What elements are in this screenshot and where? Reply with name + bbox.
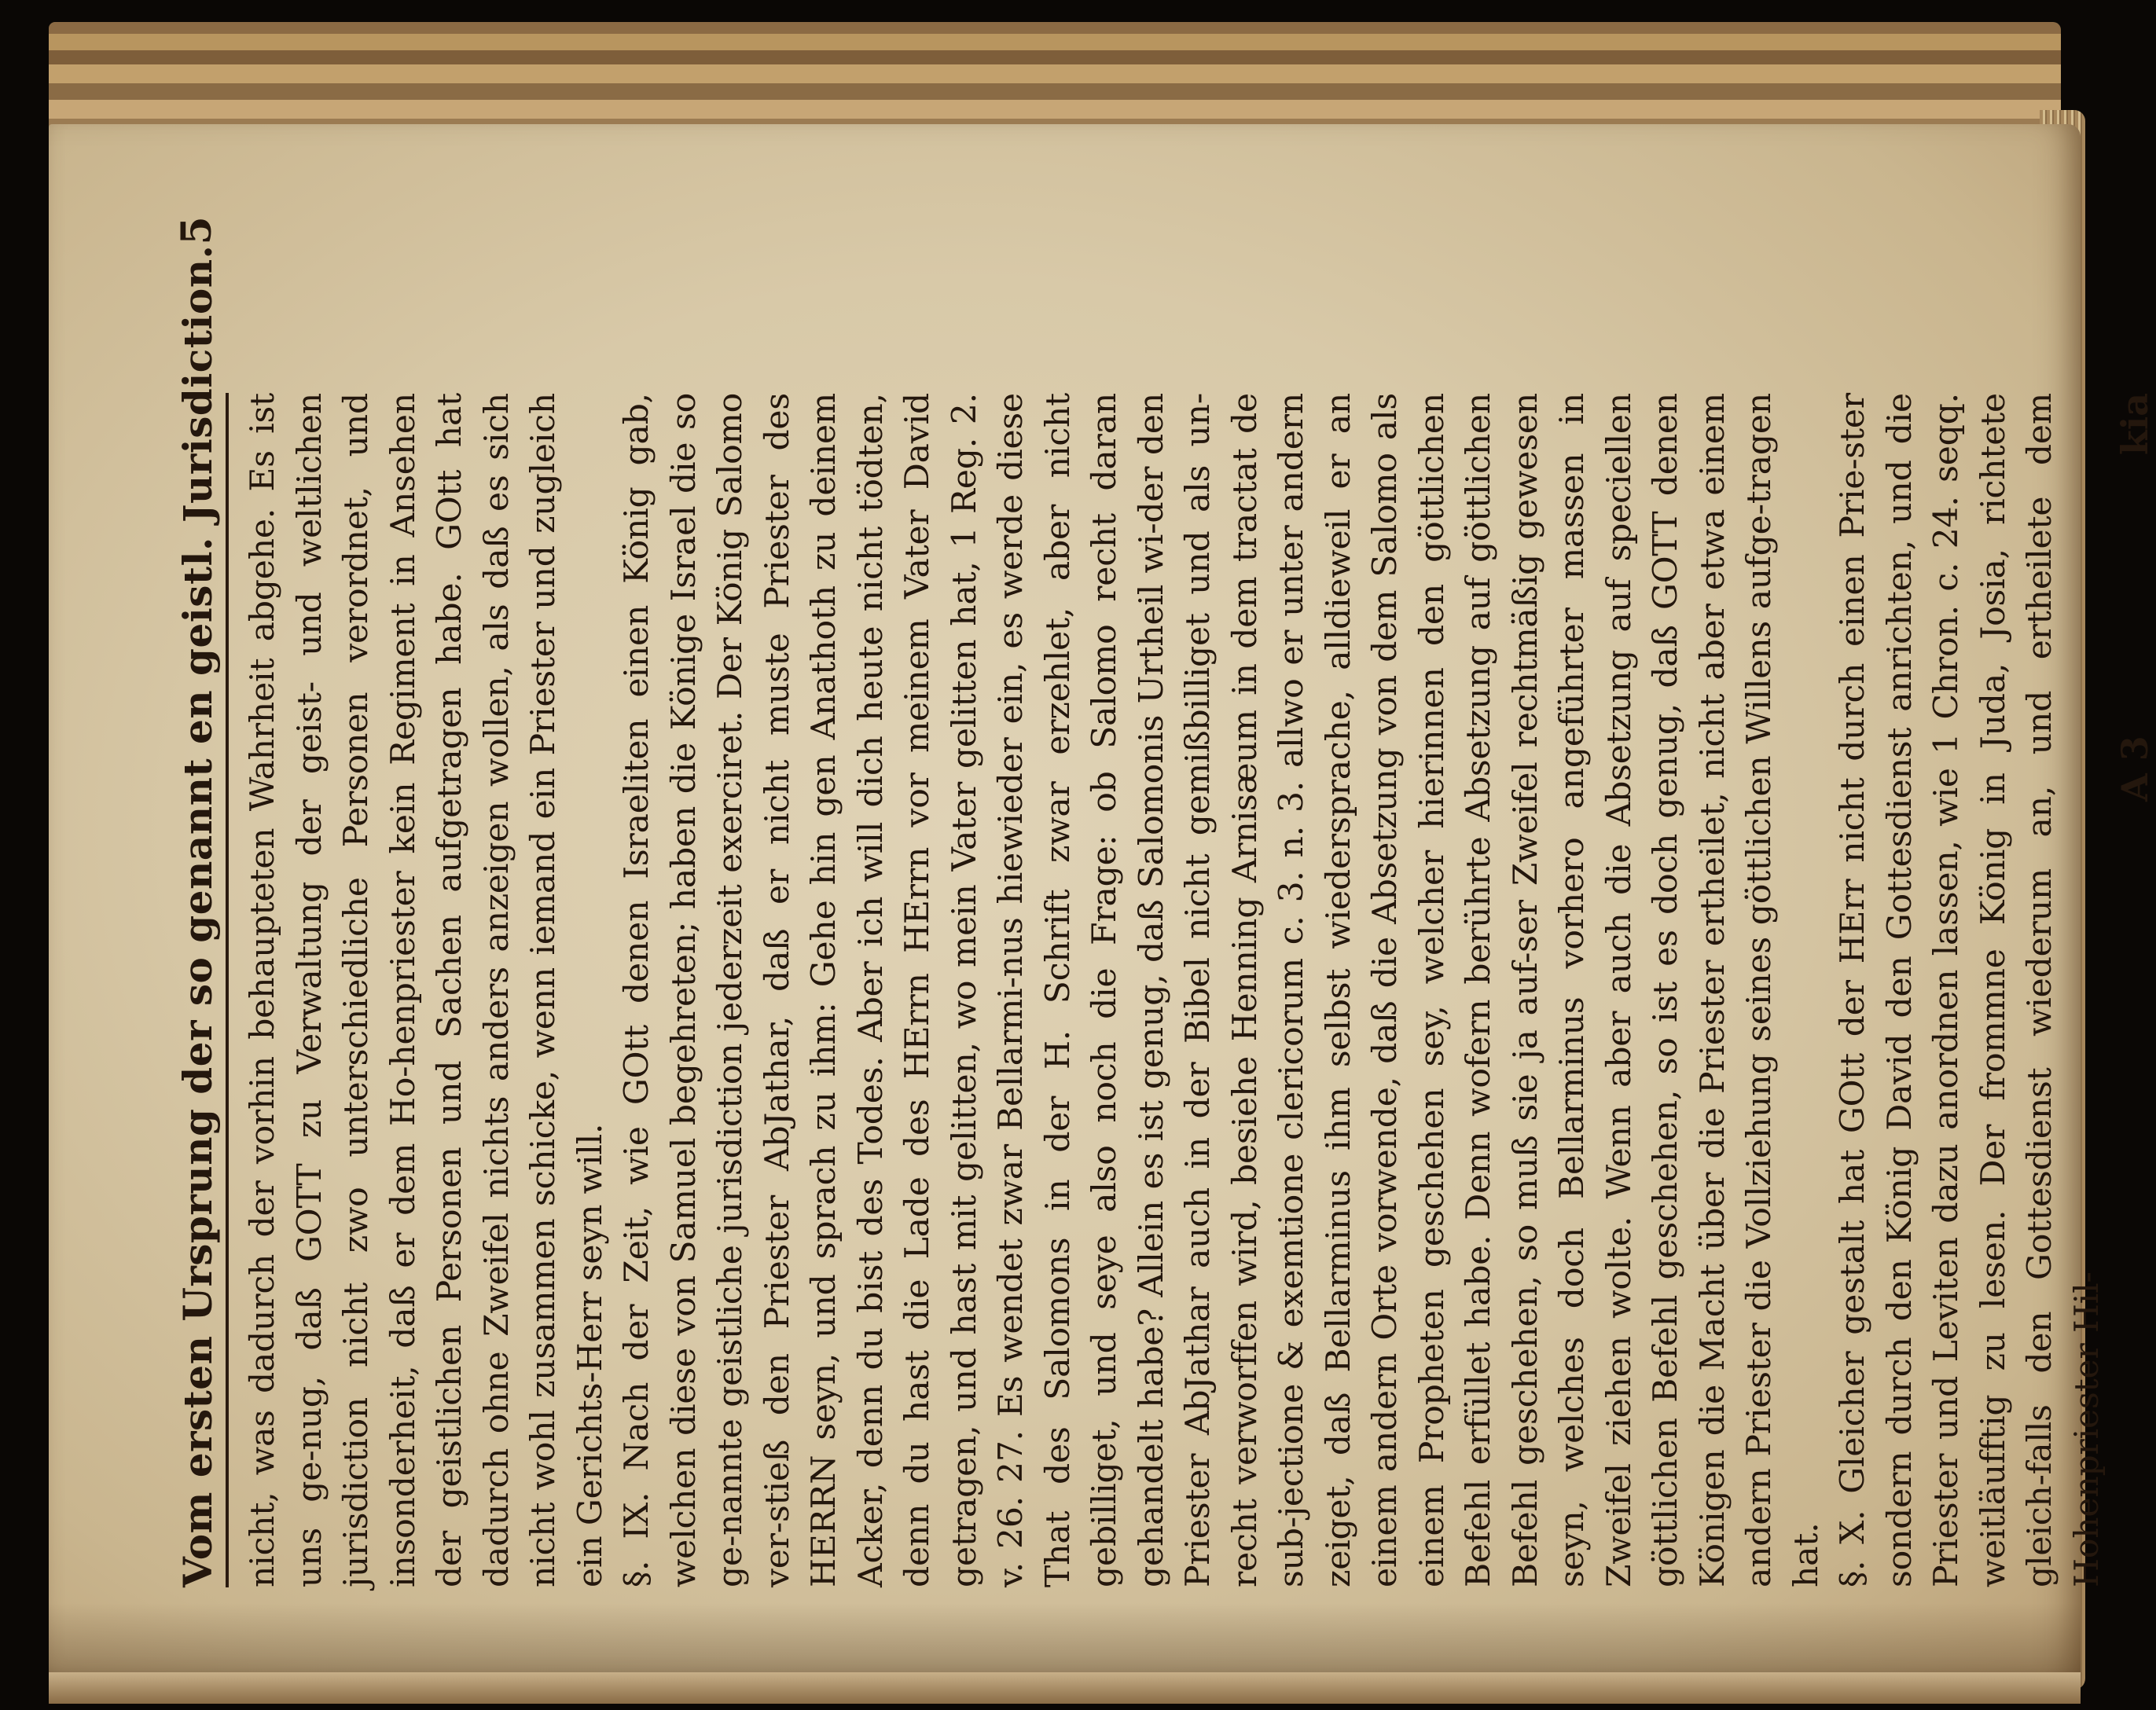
signature-mark: A 3 xyxy=(2114,736,2156,802)
paragraph-section-x: §. X. Gleicher gestalt hat GOtt der HErr nicht durch einen Prie-ster sondern durch den König David den Gottesdienst anrichten, und die Priester und Leviten dazu anordnen lassen, wie 1 Chron. c. 24. seqq. weitläufftig zu lesen. Der frommne König in Juda, Josia, richtete gleich-falls den Gottesdienst wiederum an, und ertheilete dem Hohenpriester Hil- xyxy=(1834,393,2106,1587)
book-top-edge xyxy=(49,22,2061,140)
page-footer xyxy=(2114,393,2156,1587)
rotated-text-block xyxy=(173,216,2156,1603)
page-gutter-shadow xyxy=(49,1603,2081,1674)
text-block-frame xyxy=(173,216,2156,1603)
running-head: Vom ersten Ursprung der so genannt en geistl. Jurisdiction. xyxy=(174,244,221,1587)
catchword: kia xyxy=(2114,393,2156,456)
paragraph-section-ix: §. IX. Nach der Zeit, wie GOtt denen Israeliten einen König gab, welchen diese von Samuel begehreten; haben die Könige Israel die so ge-nannte geistliche jurisdiction jederzeit exerciret. Der König Salomo ver-stieß den Priester AbJathar, daß er nicht muste Priester des HERRN seyn, und sprach zu ihm: Gehe hin gen Anathoth zu deinem Acker, denn du bist des Todes. Aber ich will dich heute nicht tödten, denn du hast die Lade des HErrn HErrn vor meinem Vater David getragen, und hast mit gelitten, wo mein Vater gelitten hat, 1 Reg. 2. v. 26. 27. Es wendet zwar Bellarmi-nus hiewieder ein, es werde diese That des Salomons in der H. Schrift zwar erzehlet, aber nicht gebilliget, und seye also noch die Frage: ob Salomo recht daran gehandelt habe? Allein es ist genug, daß Salomonis Urtheil wi-der den Priester AbJathar auch in der Bibel nicht gemißbilliget und als un-recht verworffen wird, besiehe Henning Arnisæum in dem tractat de sub-jectione & exemtione clericorum c. 3. n. 3. allwo er unter andern zeiget, daß Bellarminus ihm selbst wiedersprache, alldieweil er an einem andern Orte vorwende, daß die Absetzung von dem Salomo als einem Propheten geschehen sey, welcher hierinnen den göttlichen Befehl erfüllet habe. Denn wofern berührte Absetzung auf göttlichen Befehl geschehen, so muß sie ja auf-ser Zweifel rechtmäßig gewesen seyn, welches doch Bellarminus vorhero angeführter massen in Zweifel ziehen wolte. Wenn aber auch die Absetzung auf speciellen göttlichen Befehl geschehen, so ist es doch genug, daß GOTT denen Königen die Macht über die Priester ertheilet, nicht aber etwa einem andern Priester die Vollziehung seines göttlichen Willens aufge-tragen hat. xyxy=(618,393,1826,1587)
page-header xyxy=(173,216,229,1587)
page-number: 5 xyxy=(173,216,221,245)
paragraph-1: nicht, was dadurch der vorhin behaupteten Wahrheit abgehe. Es ist uns ge-nug, daß GOTT zu Verwaltung der geist- und weltlichen jurisdiction nicht zwo unterschiedliche Personen verordnet, und insonderheit, daß er dem Ho-henpriester kein Regiment in Ansehen der geistlichen Personen und Sachen aufgetragen habe. GOtt hat dadurch ohne Zweifel nichts anders anzeigen wollen, als daß es sich nicht wohl zusammen schicke, wenn iemand ein Priester und zugleich ein Gerichts-Herr seyn will. xyxy=(244,393,610,1587)
book-bottom-edge xyxy=(49,1672,2081,1704)
